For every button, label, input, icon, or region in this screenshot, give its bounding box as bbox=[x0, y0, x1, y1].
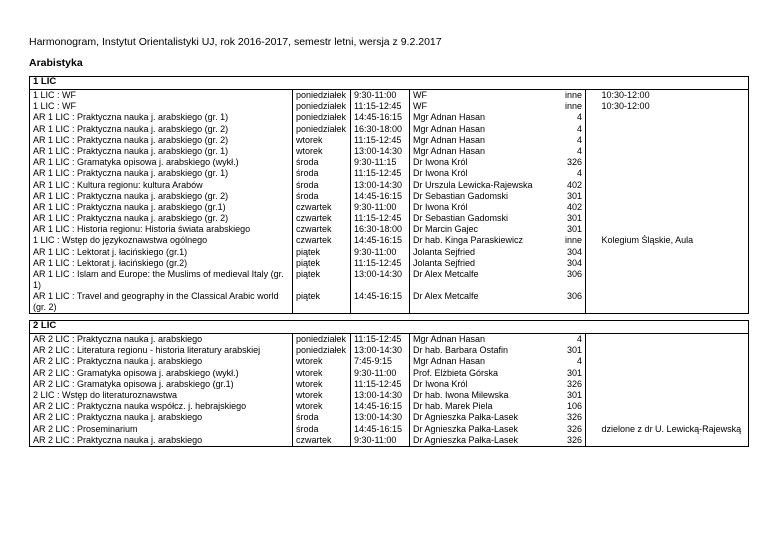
note-cell bbox=[599, 135, 749, 146]
note-cell bbox=[599, 390, 749, 401]
note-cell bbox=[599, 247, 749, 258]
table-row bbox=[30, 247, 749, 258]
time-cell: 11:15-12:45 bbox=[351, 135, 410, 146]
time-cell: 9:30-11:00 bbox=[351, 90, 410, 102]
spacer-cell bbox=[586, 112, 599, 123]
subject-cell: 1 LIC : WF bbox=[30, 90, 293, 102]
time-cell: 11:15-12:45 bbox=[351, 379, 410, 390]
time-cell: 14:45-16:15 bbox=[351, 424, 410, 435]
table-row bbox=[30, 379, 749, 390]
time-cell: 13:00-14:30 bbox=[351, 390, 410, 401]
teacher-cell: Dr Agnieszka Pałka-Lasek bbox=[410, 435, 536, 447]
subject-cell: AR 1 LIC : Praktyczna nauka j. arabskiego (gr. 2) bbox=[30, 135, 293, 146]
subject-cell: AR 1 LIC : Kultura regionu: kultura Arabów bbox=[30, 180, 293, 191]
room-cell: 4 bbox=[577, 168, 583, 179]
table-row bbox=[30, 112, 749, 123]
time-cell: 9:30-11:15 bbox=[351, 157, 410, 168]
day-cell: środa bbox=[293, 157, 351, 168]
room-cell: 326 bbox=[567, 378, 583, 389]
table-row bbox=[30, 124, 749, 135]
room-cell: 402 bbox=[567, 201, 583, 212]
subject-cell: AR 2 LIC : Praktyczna nauka współcz. j. hebrajskiego bbox=[30, 401, 293, 412]
teacher-cell: Dr Iwona Król bbox=[410, 168, 536, 179]
note-cell bbox=[599, 258, 749, 269]
teacher-cell: Dr Agnieszka Pałka-Lasek bbox=[410, 424, 536, 435]
teacher-cell: Mgr Adnan Hasan bbox=[410, 334, 536, 346]
day-cell: czwartek bbox=[293, 235, 351, 246]
note-cell bbox=[599, 356, 749, 367]
teacher-cell: Mgr Adnan Hasan bbox=[410, 356, 536, 367]
spacer-cell bbox=[586, 157, 599, 168]
note-cell bbox=[599, 157, 749, 168]
note-cell bbox=[599, 368, 749, 379]
room-cell: 301 bbox=[567, 190, 583, 201]
table-row bbox=[30, 180, 749, 191]
day-cell: czwartek bbox=[293, 202, 351, 213]
table-row bbox=[30, 224, 749, 235]
table-row bbox=[30, 213, 749, 224]
spacer-cell bbox=[586, 258, 599, 269]
day-cell: środa bbox=[293, 424, 351, 435]
time-cell: 14:45-16:15 bbox=[351, 235, 410, 246]
day-cell: środa bbox=[293, 412, 351, 423]
time-cell: 9:30-11:00 bbox=[351, 368, 410, 379]
subject-cell: AR 1 LIC : Praktyczna nauka j. arabskiego (gr. 2) bbox=[30, 124, 293, 135]
spacer-cell bbox=[586, 90, 599, 102]
teacher-cell: Dr Urszula Lewicka-Rajewska bbox=[410, 180, 536, 191]
teacher-cell: Dr hab. Kinga Paraskiewicz bbox=[410, 235, 536, 246]
time-cell: 11:15-12:45 bbox=[351, 213, 410, 224]
time-cell: 11:15-12:45 bbox=[351, 334, 410, 346]
table-row bbox=[30, 424, 749, 435]
teacher-cell: WF bbox=[410, 90, 536, 102]
time-cell: 14:45-16:15 bbox=[351, 291, 410, 314]
subject-cell: AR 1 LIC : Islam and Europe: the Muslims of medieval Italy (gr. 1) bbox=[30, 269, 293, 291]
teacher-cell: Dr Sebastian Gadomski bbox=[410, 191, 536, 202]
day-cell: poniedziałek bbox=[293, 90, 351, 102]
time-cell: 14:45-16:15 bbox=[351, 191, 410, 202]
table-row bbox=[30, 291, 749, 314]
note-cell bbox=[599, 191, 749, 202]
note-cell bbox=[599, 345, 749, 356]
spacer-cell bbox=[586, 135, 599, 146]
spacer-cell bbox=[586, 168, 599, 179]
room-cell: 4 bbox=[577, 112, 583, 123]
spacer-cell bbox=[586, 224, 599, 235]
time-cell: 16:30-18:00 bbox=[351, 224, 410, 235]
note-cell bbox=[599, 401, 749, 412]
subject-cell: AR 2 LIC : Praktyczna nauka j. arabskiego bbox=[30, 334, 293, 346]
spacer-cell bbox=[586, 345, 599, 356]
table-row bbox=[30, 345, 749, 356]
room-cell: 301 bbox=[567, 213, 583, 224]
day-cell: poniedziałek bbox=[293, 345, 351, 356]
time-cell: 13:00-14:30 bbox=[351, 180, 410, 191]
teacher-cell: Dr hab. Marek Piela bbox=[410, 401, 536, 412]
note-cell bbox=[599, 334, 749, 346]
time-cell: 13:00-14:30 bbox=[351, 412, 410, 423]
table-row bbox=[30, 258, 749, 269]
note-cell: 10:30-12:00 bbox=[599, 90, 749, 102]
subject-cell: AR 1 LIC : Lektorat j. łacińskiego (gr.1) bbox=[30, 247, 293, 258]
day-cell: środa bbox=[293, 168, 351, 179]
time-cell: 16:30-18:00 bbox=[351, 124, 410, 135]
time-cell: 11:15-12:45 bbox=[351, 168, 410, 179]
note-cell bbox=[599, 269, 749, 291]
subject-cell: AR 1 LIC : Travel and geography in the Classical Arabic world (gr. 2) bbox=[30, 291, 293, 314]
section-heading: Arabistyka bbox=[29, 57, 83, 69]
day-cell: wtorek bbox=[293, 390, 351, 401]
teacher-cell: Prof. Elżbieta Górska bbox=[410, 368, 536, 379]
spacer-cell bbox=[586, 191, 599, 202]
subject-cell: AR 1 LIC : Historia regionu: Historia świata arabskiego bbox=[30, 224, 293, 235]
day-cell: poniedziałek bbox=[293, 112, 351, 123]
day-cell: wtorek bbox=[293, 356, 351, 367]
table-row bbox=[30, 269, 749, 291]
room-cell: 306 bbox=[536, 291, 586, 314]
note-cell: Kolegium Śląskie, Aula bbox=[599, 235, 749, 246]
room-cell: 326 bbox=[567, 412, 583, 423]
note-cell: dzielone z dr U. Lewicką-Rajewską bbox=[599, 424, 749, 435]
note-cell bbox=[599, 180, 749, 191]
teacher-cell: Jolanta Sejfried bbox=[410, 247, 536, 258]
room-cell: 304 bbox=[567, 257, 583, 268]
subject-cell: AR 1 LIC : Lektorat j. łacińskiego (gr.2) bbox=[30, 258, 293, 269]
room-cell: 4 bbox=[577, 356, 583, 367]
room-cell: 301 bbox=[567, 345, 583, 356]
time-cell: 9:30-11:00 bbox=[351, 435, 410, 447]
room-cell: 106 bbox=[567, 401, 583, 412]
subject-cell: AR 2 LIC : Gramatyka opisowa j. arabskiego (wykł.) bbox=[30, 368, 293, 379]
table-row bbox=[30, 412, 749, 423]
table-row bbox=[30, 235, 749, 246]
group-name: 2 LIC bbox=[30, 321, 749, 334]
spacer-cell bbox=[586, 424, 599, 435]
table-row bbox=[30, 135, 749, 146]
note-cell bbox=[599, 146, 749, 157]
table-row bbox=[30, 435, 749, 447]
subject-cell: 1 LIC : Wstęp do językoznawstwa ogólnego bbox=[30, 235, 293, 246]
spacer-cell bbox=[586, 401, 599, 412]
subject-cell: AR 2 LIC : Praktyczna nauka j. arabskiego bbox=[30, 435, 293, 447]
note-cell bbox=[599, 291, 749, 314]
teacher-cell: WF bbox=[410, 101, 536, 112]
subject-cell: AR 2 LIC : Praktyczna nauka j. arabskiego bbox=[30, 356, 293, 367]
spacer-cell bbox=[586, 368, 599, 379]
time-cell: 13:00-14:30 bbox=[351, 146, 410, 157]
table-row bbox=[30, 146, 749, 157]
note-cell bbox=[599, 202, 749, 213]
teacher-cell: Dr Iwona Król bbox=[410, 202, 536, 213]
time-cell: 13:00-14:30 bbox=[351, 269, 410, 291]
teacher-cell: Mgr Adnan Hasan bbox=[410, 135, 536, 146]
spacer-cell bbox=[586, 356, 599, 367]
time-cell: 14:45-16:15 bbox=[351, 401, 410, 412]
day-cell: wtorek bbox=[293, 368, 351, 379]
spacer-cell bbox=[586, 379, 599, 390]
day-cell: czwartek bbox=[293, 213, 351, 224]
subject-cell: AR 1 LIC : Praktyczna nauka j. arabskiego (gr. 1) bbox=[30, 168, 293, 179]
group-name: 1 LIC bbox=[30, 77, 749, 90]
spacer-cell bbox=[586, 334, 599, 346]
note-cell bbox=[599, 224, 749, 235]
spacer-cell bbox=[586, 247, 599, 258]
day-cell: czwartek bbox=[293, 224, 351, 235]
day-cell: wtorek bbox=[293, 379, 351, 390]
table-row bbox=[30, 101, 749, 112]
spacer-cell bbox=[586, 412, 599, 423]
teacher-cell: Dr Iwona Król bbox=[410, 379, 536, 390]
day-cell: wtorek bbox=[293, 401, 351, 412]
group-spacer bbox=[30, 314, 749, 321]
table-row bbox=[30, 90, 749, 102]
teacher-cell: Mgr Adnan Hasan bbox=[410, 112, 536, 123]
room-cell: 326 bbox=[536, 435, 586, 447]
day-cell: poniedziałek bbox=[293, 124, 351, 135]
time-cell: 11:15-12:45 bbox=[351, 101, 410, 112]
table-row bbox=[30, 390, 749, 401]
teacher-cell: Dr Agnieszka Pałka-Lasek bbox=[410, 412, 536, 423]
spacer-cell bbox=[586, 291, 599, 314]
room-cell: 4 bbox=[577, 134, 583, 145]
subject-cell: AR 2 LIC : Gramatyka opisowa j. arabskiego (gr.1) bbox=[30, 379, 293, 390]
time-cell: 14:45-16:15 bbox=[351, 112, 410, 123]
teacher-cell: Mgr Adnan Hasan bbox=[410, 124, 536, 135]
spacer-cell bbox=[586, 124, 599, 135]
group-header bbox=[30, 321, 749, 334]
spacer-cell bbox=[586, 390, 599, 401]
day-cell: wtorek bbox=[293, 146, 351, 157]
spacer-cell bbox=[586, 101, 599, 112]
room-cell: 4 bbox=[577, 145, 583, 156]
room-cell: 301 bbox=[567, 389, 583, 400]
page-title: Harmonogram, Instytut Orientalistyki UJ, rok 2016-2017, semestr letni, wersja z 9.2.2017 bbox=[29, 36, 442, 48]
time-cell: 11:15-12:45 bbox=[351, 258, 410, 269]
subject-cell: AR 1 LIC : Praktyczna nauka j. arabskiego (gr. 2) bbox=[30, 213, 293, 224]
day-cell: poniedziałek bbox=[293, 101, 351, 112]
teacher-cell: Jolanta Sejfried bbox=[410, 258, 536, 269]
time-cell: 9:30-11:00 bbox=[351, 247, 410, 258]
subject-cell: AR 1 LIC : Praktyczna nauka j. arabskiego (gr.1) bbox=[30, 202, 293, 213]
subject-cell: AR 1 LIC : Praktyczna nauka j. arabskiego (gr. 2) bbox=[30, 191, 293, 202]
teacher-cell: Mgr Adnan Hasan bbox=[410, 146, 536, 157]
subject-cell: AR 2 LIC : Praktyczna nauka j. arabskiego bbox=[30, 412, 293, 423]
day-cell: piątek bbox=[293, 269, 351, 291]
schedule-table bbox=[29, 76, 749, 447]
spacer-cell bbox=[586, 202, 599, 213]
day-cell: środa bbox=[293, 180, 351, 191]
room-cell: 326 bbox=[567, 423, 583, 434]
day-cell: czwartek bbox=[293, 435, 351, 447]
note-cell bbox=[599, 124, 749, 135]
day-cell: poniedziałek bbox=[293, 334, 351, 346]
subject-cell: AR 1 LIC : Praktyczna nauka j. arabskiego (gr. 1) bbox=[30, 112, 293, 123]
note-cell bbox=[599, 112, 749, 123]
room-cell: 301 bbox=[567, 224, 583, 235]
table-row bbox=[30, 191, 749, 202]
subject-cell: 2 LIC : Wstęp do literaturoznawstwa bbox=[30, 390, 293, 401]
note-cell bbox=[599, 435, 749, 447]
room-cell: inne bbox=[565, 90, 583, 100]
room-cell: inne bbox=[565, 235, 583, 246]
note-cell bbox=[599, 168, 749, 179]
table-row bbox=[30, 202, 749, 213]
teacher-cell: Dr Marcin Gajec bbox=[410, 224, 536, 235]
subject-cell: AR 1 LIC : Gramatyka opisowa j. arabskiego (wykł.) bbox=[30, 157, 293, 168]
table-row bbox=[30, 356, 749, 367]
room-cell: 301 bbox=[567, 367, 583, 378]
room-cell: 304 bbox=[567, 246, 583, 257]
subject-cell: 1 LIC : WF bbox=[30, 101, 293, 112]
teacher-cell: Dr Alex Metcalfe bbox=[410, 269, 536, 291]
spacer-cell bbox=[586, 180, 599, 191]
room-cell: 326 bbox=[567, 157, 583, 168]
spacer-cell bbox=[586, 235, 599, 246]
table-row bbox=[30, 368, 749, 379]
note-cell: 10:30-12:00 bbox=[599, 101, 749, 112]
teacher-cell: Dr Iwona Król bbox=[410, 157, 536, 168]
group-header bbox=[30, 77, 749, 90]
table-row bbox=[30, 334, 749, 346]
time-cell: 7:45-9:15 bbox=[351, 356, 410, 367]
time-cell: 9:30-11:00 bbox=[351, 202, 410, 213]
subject-cell: AR 2 LIC : Proseminarium bbox=[30, 424, 293, 435]
subject-cell: AR 2 LIC : Literatura regionu - historia literatury arabskiej bbox=[30, 345, 293, 356]
teacher-cell: Dr Sebastian Gadomski bbox=[410, 213, 536, 224]
day-cell: piątek bbox=[293, 291, 351, 314]
room-cell: 402 bbox=[567, 179, 583, 190]
spacer-cell bbox=[586, 146, 599, 157]
day-cell: piątek bbox=[293, 258, 351, 269]
day-cell: wtorek bbox=[293, 135, 351, 146]
day-cell: środa bbox=[293, 191, 351, 202]
room-cell: 4 bbox=[577, 334, 583, 344]
table-row bbox=[30, 401, 749, 412]
teacher-cell: Dr hab. Barbara Ostafin bbox=[410, 345, 536, 356]
day-cell: piątek bbox=[293, 247, 351, 258]
room-cell: 4 bbox=[577, 123, 583, 134]
table-row bbox=[30, 168, 749, 179]
spacer-cell bbox=[586, 213, 599, 224]
table-row bbox=[30, 157, 749, 168]
note-cell bbox=[599, 379, 749, 390]
time-cell: 13:00-14:30 bbox=[351, 345, 410, 356]
spacer-cell bbox=[586, 435, 599, 447]
teacher-cell: Dr hab. Iwona Milewska bbox=[410, 390, 536, 401]
spacer-cell bbox=[586, 269, 599, 291]
note-cell bbox=[599, 213, 749, 224]
note-cell bbox=[599, 412, 749, 423]
room-cell: inne bbox=[565, 101, 583, 112]
room-cell: 306 bbox=[567, 269, 583, 279]
teacher-cell: Dr Alex Metcalfe bbox=[410, 291, 536, 314]
subject-cell: AR 1 LIC : Praktyczna nauka j. arabskiego (gr. 1) bbox=[30, 146, 293, 157]
